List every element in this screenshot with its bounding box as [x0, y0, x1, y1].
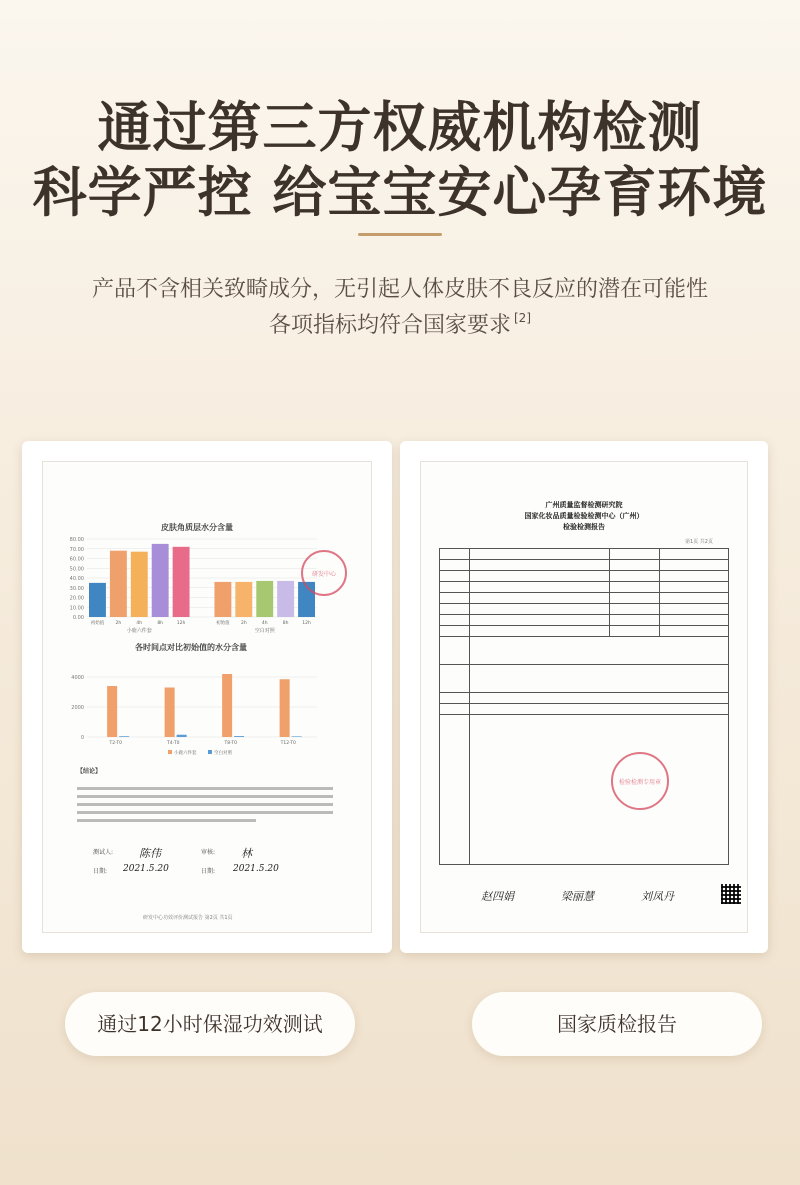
signature-2: 梁丽慧 — [561, 890, 594, 903]
bar — [222, 674, 232, 737]
y-tick-label: 50.00 — [69, 566, 84, 573]
qr-code-icon — [721, 884, 741, 904]
y-tick-label: 2000 — [71, 705, 84, 711]
bar — [214, 582, 231, 617]
x-tick-label: T2-T0 — [109, 741, 122, 746]
signature-1: 赵四娟 — [481, 890, 514, 903]
moisture-diff-chart — [43, 637, 372, 767]
subtitle-line2 — [0, 308, 800, 339]
table-row — [440, 582, 729, 593]
legend-swatch — [168, 750, 172, 754]
x-tick-label: 12h — [176, 621, 186, 626]
table-row — [440, 571, 729, 582]
x-tick-label: 8h — [282, 621, 289, 626]
bar — [165, 688, 175, 738]
y-tick-label: 10.00 — [69, 605, 84, 612]
table-row — [440, 560, 729, 571]
date-1: 2021.5.20 — [123, 864, 169, 874]
chart1-title: 皮肤角质层水分含量 — [161, 523, 233, 532]
table-row — [440, 604, 729, 615]
bar — [110, 551, 127, 617]
y-tick-label: 70.00 — [69, 546, 84, 553]
y-tick-label: 60.00 — [69, 556, 84, 563]
x-tick-label: 初始值 — [90, 621, 105, 626]
y-tick-label: 30.00 — [69, 585, 84, 592]
inspection-report-card — [400, 441, 768, 953]
subtitle-line1: 产品不含相关致畸成分，无引起人体皮肤不良反应的潜在可能性 — [91, 277, 708, 302]
inspection-seal: 检验检测专用章 — [611, 752, 669, 810]
bar — [235, 582, 252, 617]
tester-signature: 陈伟 — [139, 847, 161, 860]
table-row — [440, 693, 729, 704]
x-tick-label: 4h — [136, 621, 143, 626]
conclusion-heading: 【结论】 — [77, 768, 102, 775]
bar — [177, 735, 187, 737]
bar — [107, 686, 117, 737]
reviewer-signature: 林 — [241, 847, 252, 860]
bar — [234, 736, 244, 737]
x-tick-label: 4h — [261, 621, 268, 626]
report-title-line1: 广州质量监督检测研究院 — [545, 501, 623, 509]
report-table — [439, 548, 729, 865]
date-label-1: 日期: — [93, 868, 108, 875]
group-label: 小鹿六件套 — [126, 628, 152, 634]
bar — [152, 544, 169, 617]
table-row — [440, 593, 729, 604]
date-2: 2021.5.20 — [233, 864, 279, 874]
bar — [173, 547, 190, 617]
x-tick-label: 2h — [115, 621, 122, 626]
x-tick-label: 初始值 — [216, 621, 230, 626]
x-tick-label: 12h — [302, 621, 311, 626]
subtitle-line2-text: 各项指标均符合国家要求 — [268, 313, 511, 338]
y-tick-label: 0 — [80, 735, 84, 741]
x-tick-label: T4-T0 — [167, 741, 180, 746]
x-tick-label: T8-T0 — [224, 741, 237, 746]
conclusion-lines — [77, 782, 333, 827]
table-row — [440, 715, 729, 865]
document-footer: 研发中心功效评价测试报告 第2页 共1页 — [143, 915, 233, 921]
y-tick-label: 20.00 — [69, 595, 84, 602]
bar — [280, 679, 290, 737]
bar — [89, 583, 106, 617]
date-label-2: 日期: — [201, 868, 216, 875]
y-tick-label: 4000 — [71, 675, 84, 681]
bar — [277, 581, 294, 617]
footnote-marker: [2] — [514, 311, 531, 325]
bar — [256, 581, 273, 617]
moisture-test-document — [42, 461, 372, 933]
x-tick-label: 8h — [157, 621, 164, 626]
moisture-test-card — [22, 441, 392, 953]
moisture-test-caption: 通过12小时保湿功效测试 — [65, 992, 355, 1056]
signature-3: 刘凤丹 — [641, 890, 674, 903]
inspection-report-document — [420, 461, 748, 933]
y-tick-label: 0.00 — [72, 615, 84, 621]
group-label: 空白对照 — [254, 628, 275, 634]
table-row — [440, 549, 729, 560]
bar — [119, 736, 129, 737]
lab-seal: 研发中心 — [301, 550, 347, 596]
table-row — [440, 626, 729, 637]
report-title-line3: 检验检测报告 — [563, 523, 605, 531]
report-title-line2: 国家化妆品质量检验检测中心（广州） — [524, 512, 644, 520]
table-row — [440, 637, 729, 665]
headline-line2: 科学严控 给宝宝安心孕育环境 — [32, 161, 768, 224]
tester-label: 测试人: — [93, 849, 114, 856]
reviewer-label: 审核: — [201, 849, 216, 856]
inspection-report-caption: 国家质检报告 — [472, 992, 762, 1056]
legend-swatch — [208, 750, 212, 754]
x-tick-label: T12-T0 — [280, 741, 296, 746]
headline-line1: 通过第三方权威机构检测 — [97, 96, 703, 159]
bar — [131, 552, 148, 617]
legend-label: 空白对照 — [214, 751, 232, 756]
table-row — [440, 704, 729, 715]
table-row — [440, 615, 729, 626]
page-info: 第1页 共2页 — [685, 539, 713, 545]
table-row — [440, 665, 729, 693]
x-tick-label: 2h — [240, 621, 247, 626]
bar — [292, 736, 302, 737]
chart2-title: 各时间点对比初始值的水分含量 — [135, 643, 247, 652]
y-tick-label: 80.00 — [69, 537, 84, 543]
legend-label: 小鹿六件套 — [174, 751, 197, 756]
y-tick-label: 40.00 — [69, 576, 84, 582]
divider — [358, 233, 442, 236]
